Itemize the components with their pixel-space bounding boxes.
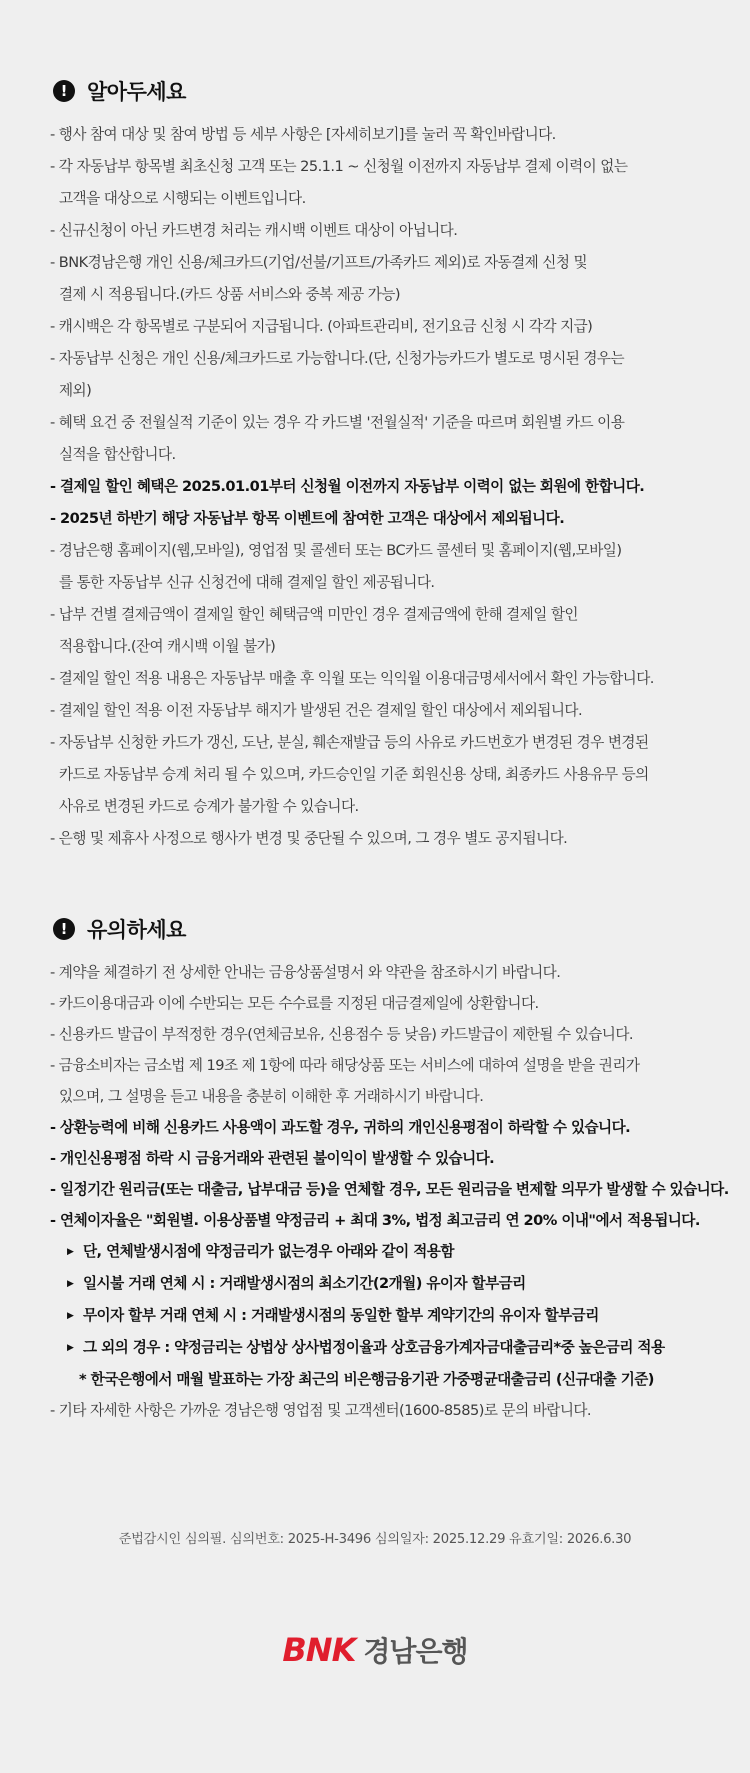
list-item-line: - BNK경남은행 개인 신용/체크카드(기업/선불/기프트/가족카드 제외)로 자동결제 신청 및: [50, 254, 588, 271]
list-item: [50, 503, 720, 535]
list-item: [50, 1205, 720, 1236]
list-item: [50, 957, 720, 988]
notice-header: [50, 75, 720, 107]
list-item: [50, 695, 720, 727]
exclamation-icon: !: [53, 80, 75, 102]
list-item-line: - 각 자동납부 항목별 최초신청 고객 또는 25.1.1 ~ 신청월 이전까지 자동납부 결제 이력이 없는: [50, 158, 628, 175]
list-item-line: - 일정기간 원리금(또는 대출금, 납부대금 등)을 연체할 경우, 모든 원리금을 변제할 의무가 발생할 수 있습니다.: [50, 1181, 729, 1198]
list-item-line: - 결제일 할인 적용 내용은 자동납부 매출 후 익월 또는 익익월 이용대금명세서에서 확인 가능합니다.: [50, 670, 654, 687]
list-item-line: 카드로 자동납부 승계 처리 될 수 있으며, 카드승인일 기준 회원신용 상태, 최종카드 사용유무 등의: [59, 766, 649, 783]
list-item-line: 를 통한 자동납부 신규 신청건에 대해 결제일 할인 제공됩니다.: [59, 574, 435, 591]
list-item: [50, 1364, 720, 1395]
list-item-line: - 카드이용대금과 이에 수반되는 모든 수수료를 지정된 대금결제일에 상환합니다.: [50, 995, 539, 1012]
triangle-bullet-icon: ▶: [67, 1279, 74, 1289]
list-item: [50, 1174, 729, 1205]
list-item: [50, 471, 720, 503]
list-item-line: - 혜택 요건 중 전월실적 기준이 있는 경우 각 카드별 '전월실적' 기준을 따르며 회원별 카드 이용: [50, 414, 625, 431]
list-item-line: - 은행 및 제휴사 사정으로 행사가 변경 및 중단될 수 있으며, 그 경우 별도 공지됩니다.: [50, 830, 568, 847]
list-item: [50, 823, 720, 855]
list-item: [50, 407, 720, 471]
list-item: [50, 1395, 720, 1426]
list-item-line: - 캐시백은 각 항목별로 구분되어 지급됩니다. (아파트관리비, 전기요금 신청 시 각각 지급): [50, 318, 593, 335]
list-item: [50, 1332, 720, 1364]
notice-list: [50, 119, 720, 855]
list-item-line: 사유로 변경된 카드로 승계가 불가할 수 있습니다.: [59, 798, 359, 815]
list-item: [50, 599, 720, 663]
exclamation-icon: !: [53, 918, 75, 940]
list-item-line: - 경남은행 홈페이지(웹,모바일), 영업점 및 콜센터 또는 BC카드 콜센터 및 홈페이지(웹,모바일): [50, 542, 622, 559]
list-item-text: 무이자 할부 거래 연체 시 : 거래발생시점의 동일한 할부 계약기간의 유이자 할부금리: [83, 1307, 599, 1324]
triangle-bullet-icon: ▶: [67, 1343, 74, 1353]
caution-list: [50, 957, 729, 1426]
list-item-line: - 행사 참여 대상 및 참여 방법 등 세부 사항은 [자세히보기]를 눌러 꼭 확인바랍니다.: [50, 126, 556, 143]
list-item: [50, 311, 720, 343]
list-item: [50, 1236, 720, 1268]
list-item: [50, 247, 720, 311]
list-item: [50, 343, 720, 407]
list-item-line: 실적을 합산합니다.: [59, 446, 176, 463]
logo-mark: BNK: [282, 1631, 356, 1669]
notice-section: [50, 75, 720, 855]
notice-title: 알아두세요: [87, 80, 186, 104]
list-item: [50, 119, 720, 151]
list-item: [50, 988, 720, 1019]
list-item: [50, 1112, 720, 1143]
bank-logo: [0, 1630, 750, 1670]
list-item: [50, 1050, 720, 1112]
list-item-text: 일시불 거래 연체 시 : 거래발생시점의 최소기간(2개월) 유이자 할부금리: [83, 1275, 526, 1292]
list-item-line: - 연체이자율은 "회원별. 이용상품별 약정금리 + 최대 3%, 법정 최고금리 연 20% 이내"에서 적용됩니다.: [50, 1212, 700, 1229]
list-item-line: 고객을 대상으로 시행되는 이벤트입니다.: [59, 190, 306, 207]
list-item-line: - 신규신청이 아닌 카드변경 처리는 캐시백 이벤트 대상이 아닙니다.: [50, 222, 458, 239]
list-item: [50, 1300, 720, 1332]
logo-name: 경남은행: [363, 1635, 468, 1668]
list-item-line: 결제 시 적용됩니다.(카드 상품 서비스와 중복 제공 가능): [59, 286, 401, 303]
list-item-line: - 기타 자세한 사항은 가까운 경남은행 영업점 및 고객센터(1600-8585)로 문의 바랍니다.: [50, 1402, 592, 1419]
compliance-note: 준법감시인 심의필. 심의번호: 2025-H-3496 심의일자: 2025.12.29 유효기일: 2026.6.30: [118, 1532, 632, 1547]
list-item: [50, 151, 720, 215]
caution-title: 유의하세요: [87, 918, 186, 942]
caution-header: [50, 913, 720, 945]
list-item-line: * 한국은행에서 매월 발표하는 가장 최근의 비은행금융기관 가중평균대출금리 (신규대출 기준): [79, 1371, 654, 1388]
triangle-bullet-icon: ▶: [67, 1247, 74, 1257]
list-item-text: 그 외의 경우 : 약정금리는 상법상 상사법정이율과 상호금융가계자금대출금리*중 높은금리 적용: [83, 1339, 665, 1356]
list-item-line: 있으며, 그 설명을 듣고 내용을 충분히 이해한 후 거래하시기 바랍니다.: [59, 1088, 484, 1105]
list-item-line: - 결제일 할인 적용 이전 자동납부 해지가 발생된 건은 결제일 할인 대상에서 제외됩니다.: [50, 702, 583, 719]
list-item: [50, 663, 720, 695]
list-item-line: - 계약을 체결하기 전 상세한 안내는 금융상품설명서 와 약관을 참조하시기 바랍니다.: [50, 964, 561, 981]
list-item: [50, 727, 720, 823]
list-item-line: - 개인신용평점 하락 시 금융거래와 관련된 불이익이 발생할 수 있습니다.: [50, 1150, 495, 1167]
list-item: [50, 1143, 720, 1174]
list-item: [50, 1268, 720, 1300]
list-item-line: 제외): [59, 382, 92, 399]
caution-section: [50, 913, 729, 1426]
list-item-line: - 결제일 할인 혜택은 2025.01.01부터 신청월 이전까지 자동납부 이력이 없는 회원에 한합니다.: [50, 478, 645, 495]
triangle-bullet-icon: ▶: [67, 1311, 74, 1321]
list-item-line: - 상환능력에 비해 신용카드 사용액이 과도할 경우, 귀하의 개인신용평점이 하락할 수 있습니다.: [50, 1119, 631, 1136]
list-item-line: - 납부 건별 결제금액이 결제일 할인 혜택금액 미만인 경우 결제금액에 한해 결제일 할인: [50, 606, 578, 623]
list-item-line: 적용합니다.(잔여 캐시백 이월 불가): [59, 638, 276, 655]
list-item-text: 단, 연체발생시점에 약정금리가 없는경우 아래와 같이 적용함: [83, 1243, 454, 1260]
list-item: [50, 535, 720, 599]
list-item-line: - 신용카드 발급이 부적정한 경우(연체금보유, 신용점수 등 낮음) 카드발급이 제한될 수 있습니다.: [50, 1026, 633, 1043]
list-item-line: - 자동납부 신청은 개인 신용/체크카드로 가능합니다.(단, 신청가능카드가 별도로 명시된 경우는: [50, 350, 625, 367]
list-item-line: - 금융소비자는 금소법 제 19조 제 1항에 따라 해당상품 또는 서비스에 대하여 설명을 받을 권리가: [50, 1057, 640, 1074]
list-item: [50, 1019, 720, 1050]
list-item-line: - 2025년 하반기 해당 자동납부 항목 이벤트에 참여한 고객은 대상에서 제외됩니다.: [50, 510, 565, 527]
list-item: [50, 215, 720, 247]
list-item-line: - 자동납부 신청한 카드가 갱신, 도난, 분실, 훼손재발급 등의 사유로 카드번호가 변경된 경우 변경된: [50, 734, 649, 751]
